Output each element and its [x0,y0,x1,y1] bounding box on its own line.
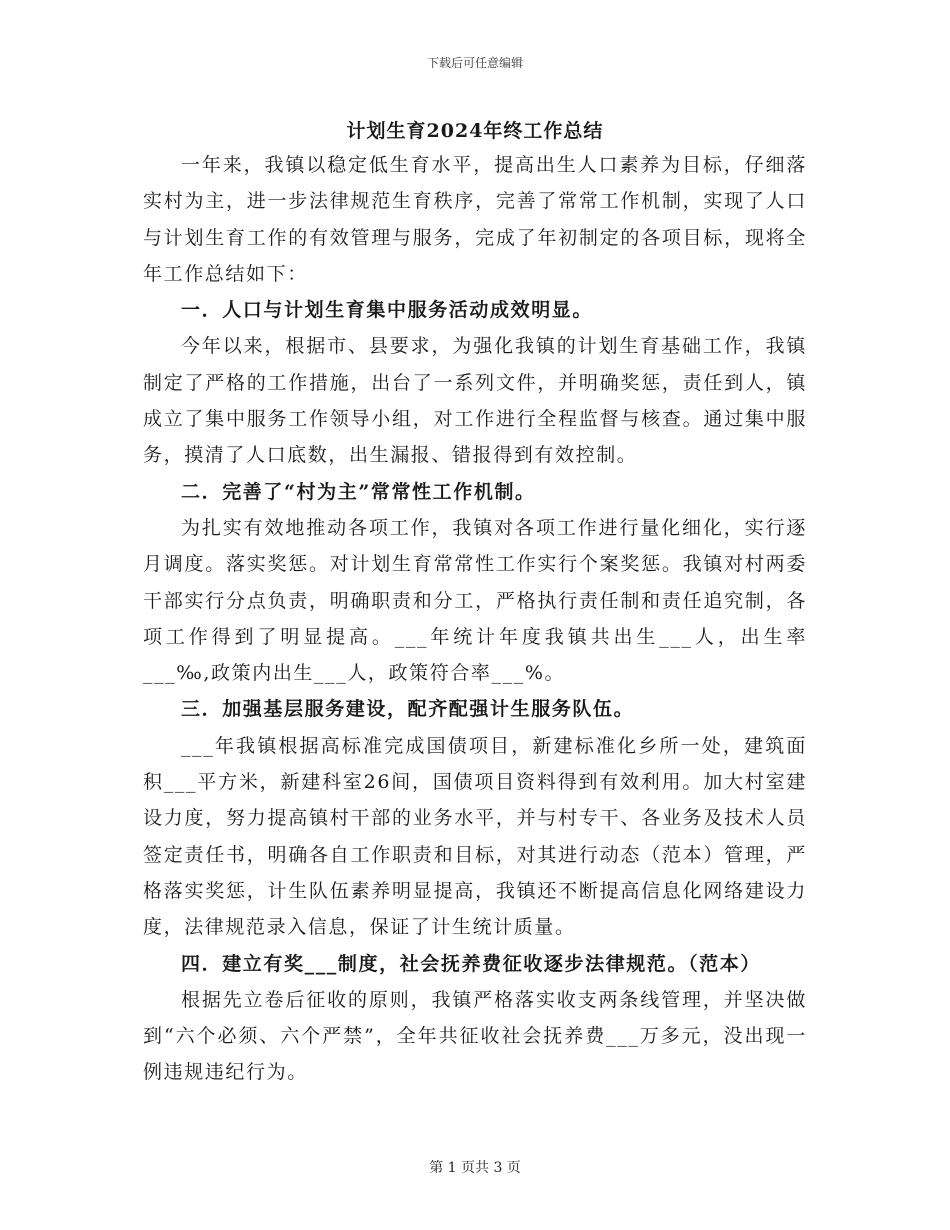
document-body [143,147,807,1091]
section-2-heading: 二．完善了“村为主”常常性工作机制。 [181,480,536,503]
section-4-heading: 四．建立有奖___制度，社会抚养费征收逐步法律规范。（范本） [181,952,762,975]
page-number-footer: 第 1 页共 3 页 [429,1160,521,1176]
section-3-heading: 三．加强基层服务建设，配齐配强计生服务队伍。 [181,698,635,721]
section-2-body: 为扎实有效地推动各项工作，我镇对各项工作进行量化细化，实行逐月调度。落实奖惩。对计划生育常常性工作实行个案奖惩。我镇对村两委干部实行分点负责，明确职责和分工，严格执行责任制和责任追究制，各项工作得到了明显提高。___年统计年度我镇共出生___人，出生率___‰,政策内出生___人，政策符合率___%。 [143,516,807,685]
section-3-body: ___年我镇根据高标准完成国债项目，新建标准化乡所一处，建筑面积___平方米，新建科室26间，国债项目资料得到有效利用。加大村室建设力度，努力提高镇村干部的业务水平，并与村专干、各业务及技术人员签定责任书，明确各自工作职责和目标，对其进行动态（范本）管理，严格落实奖惩，计生队伍素养明显提高，我镇还不断提高信息化网络建设力度，法律规范录入信息，保证了计生统计质量。 [143,734,807,939]
section-4-body: 根据先立卷后征收的原则，我镇严格落实收支两条线管理，并坚决做到“六个必须、六个严禁”，全年共征收社会抚养费___万多元，没出现一例违规违纪行为。 [143,988,807,1084]
header-note: 下载后可任意编辑 [426,56,523,70]
document-title: 计划生育2024年终工作总结 [346,120,604,142]
section-1-heading: 一．人口与计划生育集中服务活动成效明显。 [181,299,594,322]
intro-paragraph: 一年来，我镇以稳定低生育水平，提高出生人口素养为目标，仔细落实村为主，进一步法律规范生育秩序，完善了常常工作机制，实现了人口与计划生育工作的有效管理与服务，完成了年初制定的各项目标，现将全年工作总结如下： [143,154,807,285]
section-1-body: 今年以来，根据市、县要求，为强化我镇的计划生育基础工作，我镇制定了严格的工作措施，出台了一系列文件，并明确奖惩，责任到人，镇成立了集中服务工作领导小组，对工作进行全程监督与核查。通过集中服务，摸清了人口底数，出生漏报、错报得到有效控制。 [143,335,807,467]
